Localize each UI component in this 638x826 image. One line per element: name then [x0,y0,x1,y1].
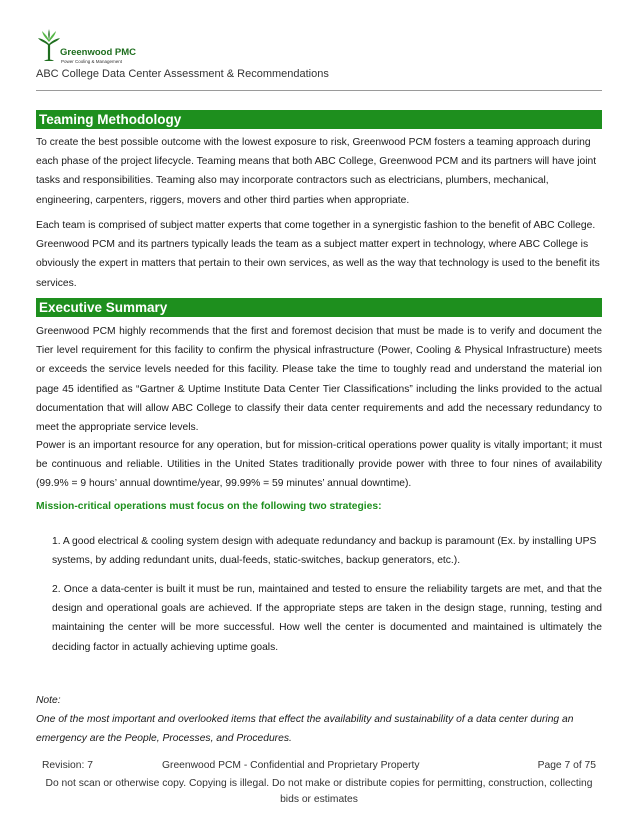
logo-tagline: Power Cooling & Management [61,59,123,64]
footer-revision: Revision: 7 [42,760,93,771]
strategy-item-1: 1. A good electrical & cooling system design with adequate redundancy and backup is paramount (Ex. by installing UPS systems, by adding redundant units, dual-feeds, static-switches, backup generators, etc.). [52,536,597,567]
note-label: Note: [36,695,61,706]
footer-company: Greenwood PCM - Confidential and Proprietary Property [162,760,420,771]
strategies-heading: Mission-critical operations must focus on the following two strategies: [36,501,382,512]
teaming-paragraph-2: Each team is comprised of subject matter experts that come together in a synergistic fashion to the benefit of ABC College. Greenwood PCM and its partners typically leads the team as a subject matter expert in technology, where ABC College is obviously the expert in matters that pertain to their own services, as well as the way that technology is used to the benefit its services. [36,220,600,289]
note-text: One of the most important and overlooked items that effect the availability and sustainability of a data center during an emergency are the People, Processes, and Procedures. [36,714,574,745]
teaming-paragraph-1: To create the best possible outcome with the lowest exposure to risk, Greenwood PCM fosters a teaming approach during each phase of the project lifecycle. Teaming means that both ABC College, Greenwood PCM and its partners will have joint tasks and responsibilities. Teaming also may incorporate contractors such as electricians, plumbers, mechanical, engineering, carpenters, riggers, movers and other third parties when appropriate. [36,137,597,206]
document-subtitle: ABC College Data Center Assessment & Recommendations [36,68,329,80]
executive-paragraph-2: Power is an important resource for any operation, but for mission-critical operations power quality is vitally important; it must be continuous and reliable. Utilities in the United States traditionally provide power with three to four nines of availability (99.9% = 9 hours’ annual downtime/year, 99.99% = 59 minutes’ annual downtime). [36,440,602,490]
section-heading-executive-summary: Executive Summary [36,298,602,317]
footer-disclaimer: Do not scan or otherwise copy. Copying is illegal. Do not make or distribute copies for permitting, construction, collecting bids or estimates [45,778,593,805]
section-heading-teaming: Teaming Methodology [36,110,602,129]
header-divider [36,90,602,91]
executive-paragraph-1: Greenwood PCM highly recommends that the first and foremost decision that must be made is to verify and document the Tier level requirement for this facility to confirm the physical infrastructure (Power, Cooling & Physical Infrastructure) meets or exceeds the service levels needed for this facility. Please take the time to toughly read and understand the material ion page 45 identified as “Gartner & Uptime Institute Data Center Tier Classifications” including the links provided to the actual documentation that will allow ABC College to classify their data center requirements and add the necessary redundancy to meet the appropriate service levels. [36,326,602,434]
logo-name: Greenwood PMC [60,47,137,58]
company-logo [36,28,156,70]
footer-page-number: Page 7 of 75 [537,760,596,771]
tree-icon [36,28,62,62]
strategy-item-2: 2. Once a data-center is built it must be run, maintained and tested to ensure the reliability targets are met, and that the design and operational goals are achieved. If the appropriate steps are taken in the design stage, running, testing and maintaining the center will be more successful. How well the center is documented and maintained is ultimately the deciding factor in actually achieving uptime goals. [52,584,602,653]
